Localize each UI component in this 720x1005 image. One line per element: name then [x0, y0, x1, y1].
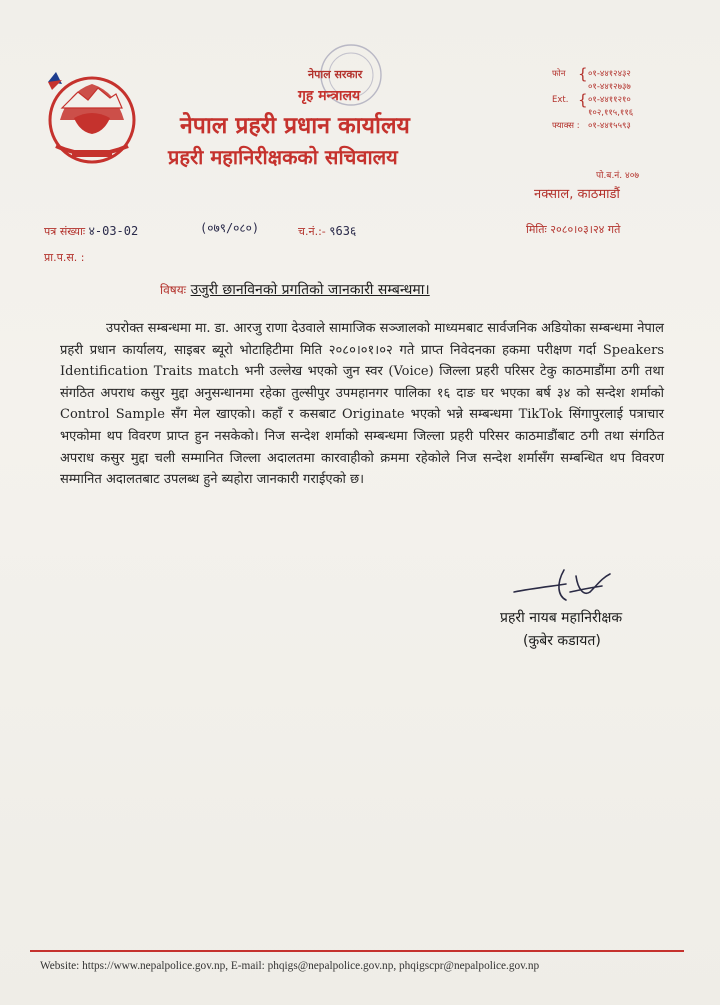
ext-number: ०१-४४११२१०	[588, 95, 631, 105]
nepal-emblem-icon	[38, 62, 146, 174]
phone-number: ०१-४४१२७३७	[588, 82, 631, 92]
subject-line	[160, 280, 430, 299]
ministry-name: गृह मन्त्रालय	[298, 88, 361, 104]
letter-date	[526, 222, 620, 237]
dispatch-number	[298, 222, 356, 239]
signatory-title: प्रहरी नायब महानिरीक्षक	[500, 610, 623, 626]
fiscal-year: (०७९/०८०)	[200, 221, 260, 235]
signature-icon	[506, 566, 618, 608]
office-address: नक्साल, काठमाडौं	[534, 187, 620, 202]
ref-label: पत्र संख्याः	[44, 225, 86, 238]
subject-label: विषयः	[160, 283, 187, 297]
date-label: मितिः	[526, 223, 547, 236]
dispatch-value: ९63६	[329, 224, 357, 238]
reference-number	[44, 222, 138, 239]
ref-value: ४-03-02	[88, 224, 139, 238]
po-box: पो.ब.नं. ४०७	[596, 171, 640, 181]
date-value: २०८०।०३।२४ गते	[550, 223, 621, 236]
ext-number: १०२,११५,११६	[588, 108, 634, 118]
department-name: प्रहरी महानिरीक्षकको सचिवालय	[168, 145, 398, 169]
phone-label: फोन	[552, 69, 566, 79]
ext-label: Ext.	[552, 95, 569, 105]
phone-number: ०१-४४१२४३२	[588, 69, 631, 79]
fax-number: ०१-४४१५५९३	[588, 121, 631, 131]
prapas-label: प्रा.प.स. :	[44, 251, 85, 264]
letter-page: नेपाल सरकार गृह मन्त्रालय नेपाल प्रहरी प्रधान कार्यालय प्रहरी महानिरीक्षकको सचिवालय फोन { ०१-४४१२४३२ ०१-४४१२७३७ Ext. { ०१-४४११२१० १०२,११५,११६ फ्याक्स : ०१-४४१५५९३ पो.ब.नं. ४०७ नक्साल, काठमाडौं पत्र संख्याः ४-03-02 (०७९/०८०) च.नं.:- ९63६ मितिः २०८०।०३।२४ गते प्रा.प.स. : विषयः उजुरी छानविनको प्रगतिको जानकारी सम्बन्धमा। उपरोक्त सम्बन्धमा मा. डा. आरजु राणा देउवाले सामाजिक सञ्जालको माध्यमबाट सार्वजनिक अडियोका सम्बन्धमा नेपाल प्रहरी प्रधान कार्यालय, साइबर ब्यूरो भोटाहिटीमा मिति २०८०।०१।०२ गते प्राप्त निवेदनका हकमा परीक्षण गर्दा Speakers Identification Traits match भनी उल्लेख भएको जुन स्वर (Voice) जिल्ला प्रहरी परिसर टेकु काठमाडौंमा ठगी तथा संगठित अपराध कसुर मुद्दा अनुसन्धानमा रहेका तुल्सीपुर उपमहानगर पालिका १६ दाङ घर भएका बर्ष ३४ को सन्देश शर्माको Control Sample सँग मेल खाएको। कहाँ र कसबाट Originate भएको भन्ने सम्बन्धमा TikTok सिंगापुरलाई पत्राचार भएकोमा थप विवरण प्राप्त हुन नसकेको। निज सन्देश शर्माको सम्बन्धमा जिल्ला प्रहरी परिसर काठमाडौंबाट ठगी तथा संगठित अपराध कसुर मुद्दा चली सम्मानित जिल्ला अदालतमा कारवाहीको क्रममा रहेकोले निज सन्देश शर्मासँग सम्बन्धित थप विवरण सम्मानित अदालतबाट उपलब्ध हुने ब्यहोरा जानकारी गराईएको छ। प्रहरी नायब महानिरीक्षक (कुबेर कडायत) Website: https://www.nepalpolice.gov.np, E-mail: phqigs@nepalpolice.gov.np, phqigscpr@nepalpolice.gov.np	[0, 0, 720, 1005]
footer-divider	[30, 950, 684, 952]
letter-body: उपरोक्त सम्बन्धमा मा. डा. आरजु राणा देउवाले सामाजिक सञ्जालको माध्यमबाट सार्वजनिक अडियोका सम्बन्धमा नेपाल प्रहरी प्रधान कार्यालय, साइबर ब्यूरो भोटाहिटीमा मिति २०८०।०१।०२ गते प्राप्त निवेदनका हकमा परीक्षण गर्दा Speakers Identification Traits match भनी उल्लेख भएको जुन स्वर (Voice) जिल्ला प्रहरी परिसर टेकु काठमाडौंमा ठगी तथा संगठित अपराध कसुर मुद्दा अनुसन्धानमा रहेका तुल्सीपुर उपमहानगर पालिका १६ दाङ घर भएका बर्ष ३४ को सन्देश शर्माको Control Sample सँग मेल खाएको। कहाँ र कसबाट Originate भएको भन्ने सम्बन्धमा TikTok सिंगापुरलाई पत्राचार भएकोमा थप विवरण प्राप्त हुन नसकेको। निज सन्देश शर्माको सम्बन्धमा जिल्ला प्रहरी परिसर काठमाडौंबाट ठगी तथा संगठित अपराध कसुर मुद्दा चली सम्मानित जिल्ला अदालतमा कारवाहीको क्रममा रहेकोले निज सन्देश शर्मासँग सम्बन्धित थप विवरण सम्मानित अदालतबाट उपलब्ध हुने ब्यहोरा जानकारी गराईएको छ।	[60, 321, 664, 488]
office-name: नेपाल प्रहरी प्रधान कार्यालय	[180, 113, 410, 139]
government-label: नेपाल सरकार	[308, 68, 363, 81]
fax-label: फ्याक्स :	[552, 121, 580, 131]
footer-contact: Website: https://www.nepalpolice.gov.np, E-mail: phqigs@nepalpolice.gov.np, phqigscpr@nepalpolice.gov.np	[40, 960, 540, 972]
dispatch-label: च.नं.:-	[298, 225, 326, 238]
subject-text: उजुरी छानविनको प्रगतिको जानकारी सम्बन्धमा।	[190, 282, 430, 298]
signatory-name: (कुबेर कडायत)	[523, 633, 601, 649]
